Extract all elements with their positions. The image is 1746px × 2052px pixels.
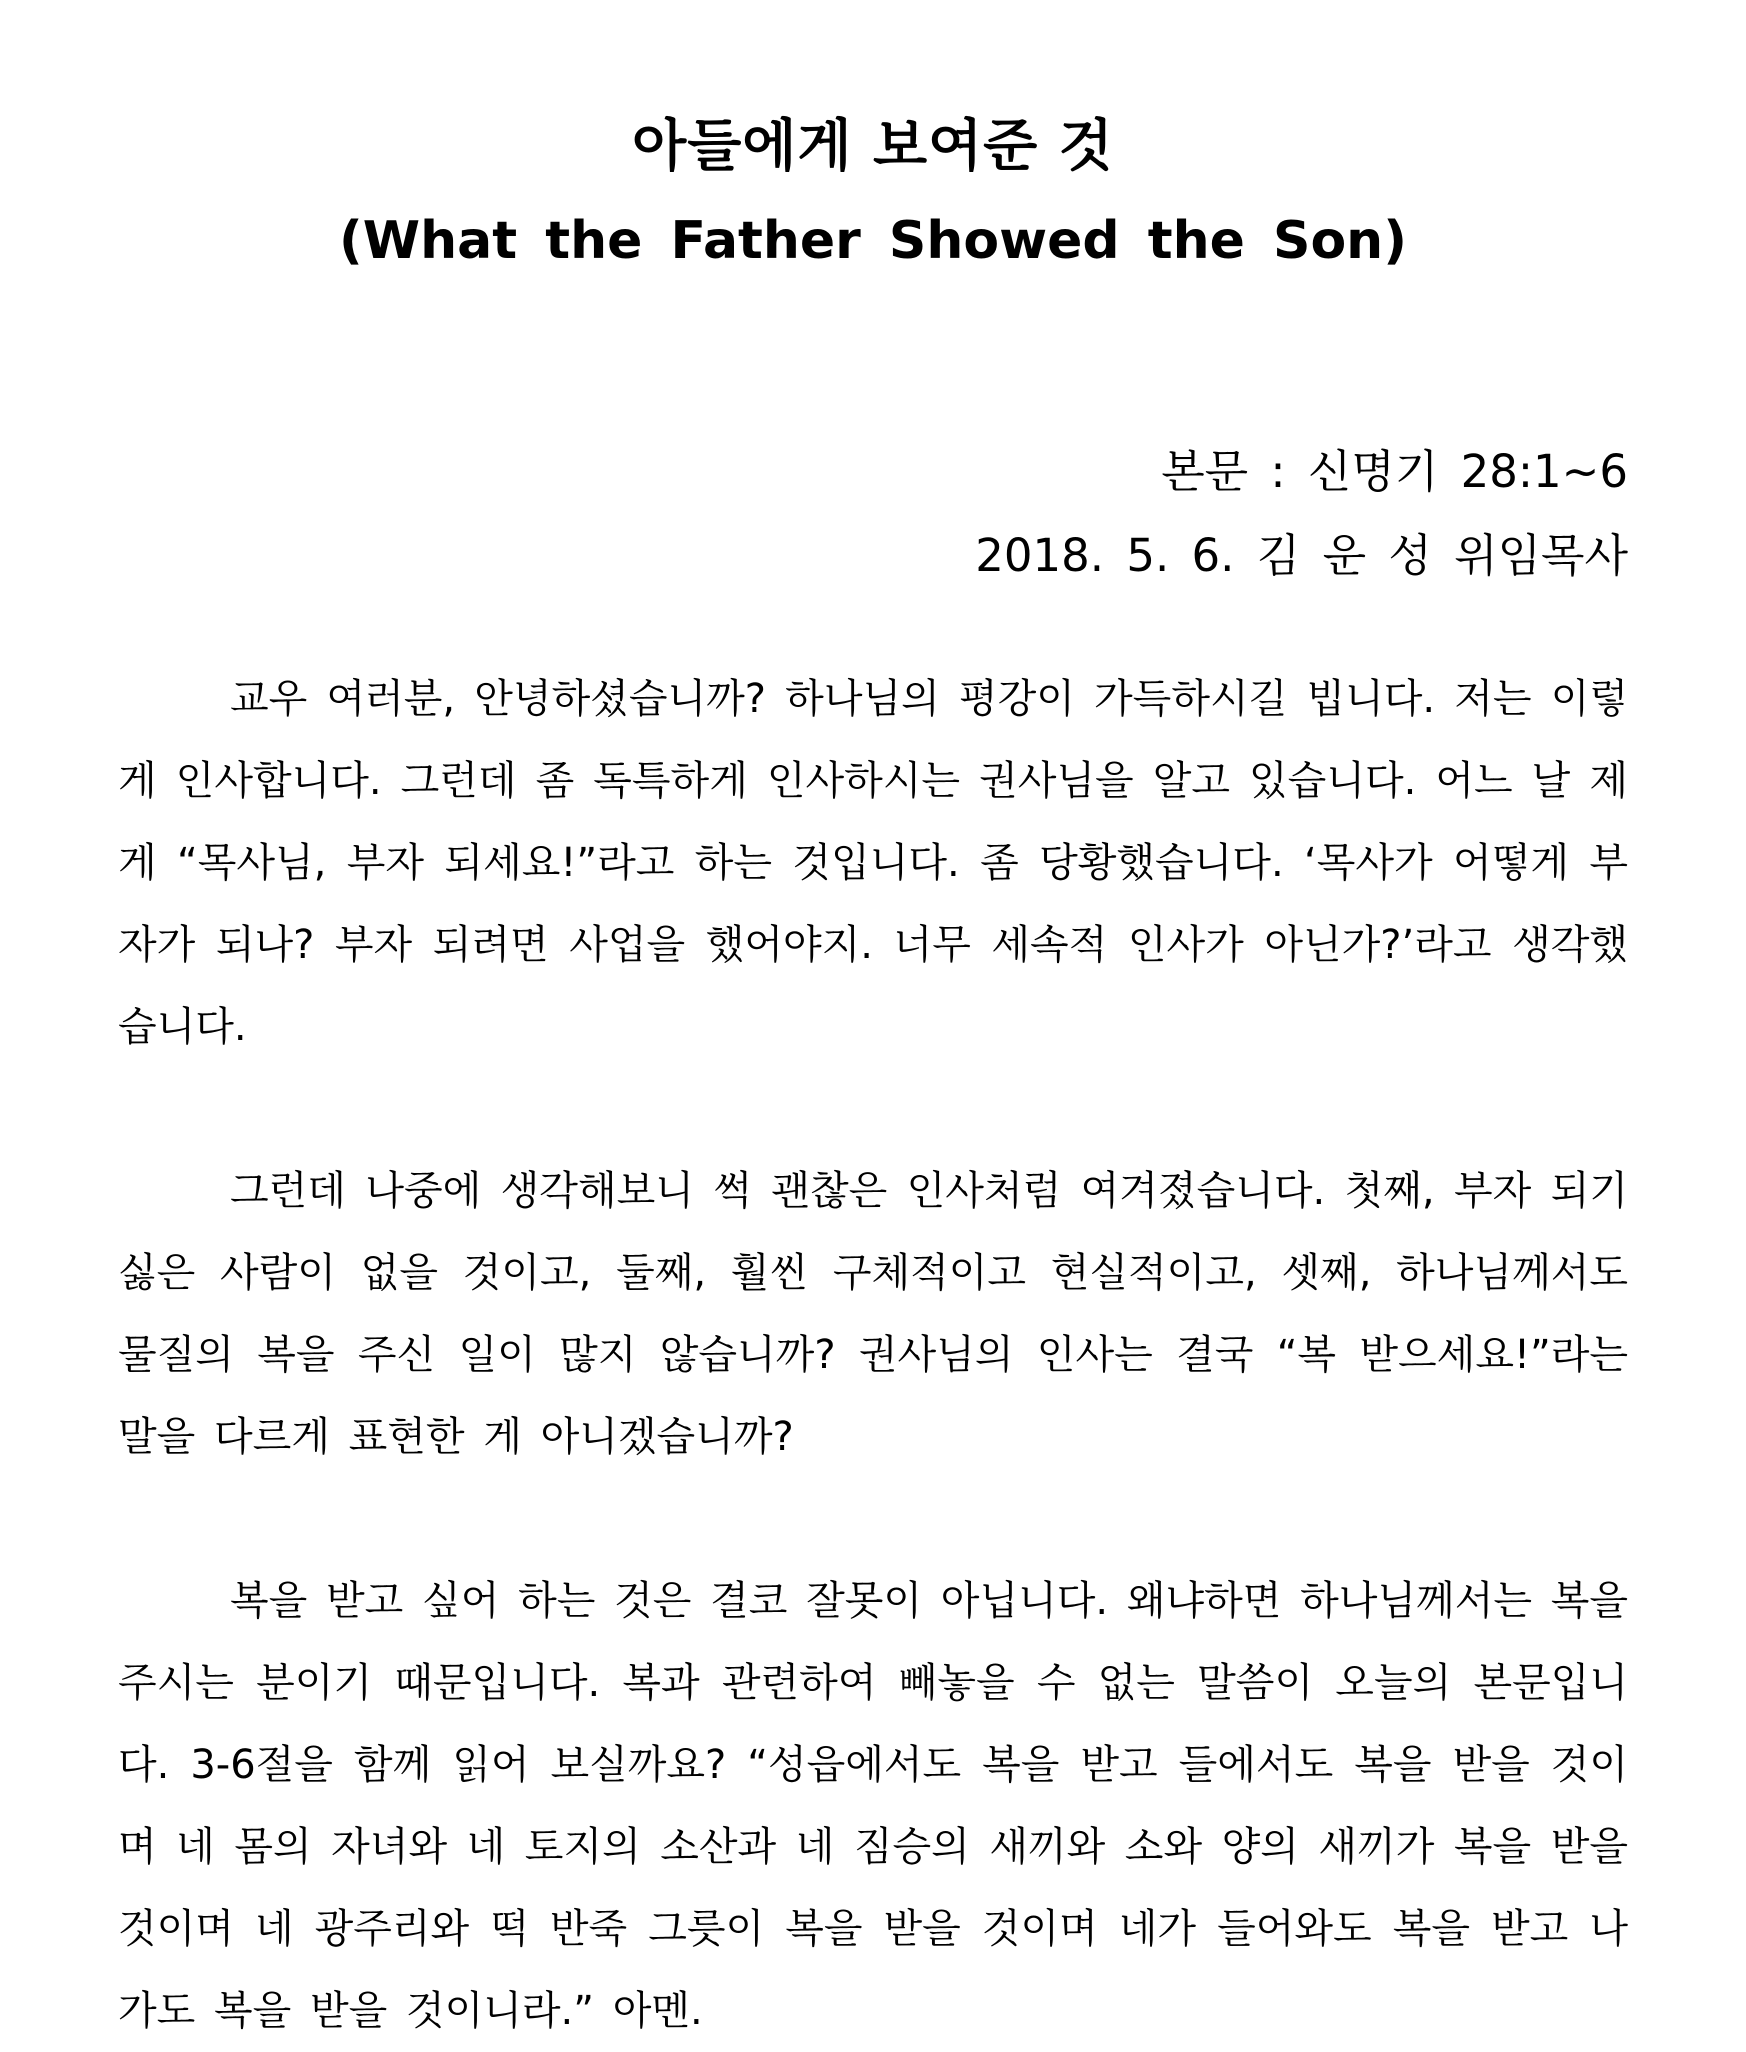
paragraph-1: 교우 여러분, 안녕하셨습니까? 하나님의 평강이 가득하시길 빕니다. 저는 이렇게 인사합니다. 그런데 좀 독특하게 인사하시는 권사님을 알고 있습니다. 어느 날 제게 “목사님, 부자 되세요!”라고 하는 것입니다. 좀 당황했습니다. ‘목사가 어떻게 부자가 되나? 부자 되려면 사업을 했어야지. 너무 세속적 인사가 아닌가?’라고 생각했습니다. xyxy=(118,676,1628,1050)
scripture-reference: 본문 : 신명기 28:1~6 xyxy=(1161,445,1628,498)
date-author: 2018. 5. 6. 김 운 성 위임목사 xyxy=(975,529,1628,582)
paragraph-2: 그런데 나중에 생각해보니 썩 괜찮은 인사처럼 여겨졌습니다. 첫째, 부자 되기 싫은 사람이 없을 것이고, 둘째, 훨씬 구체적이고 현실적이고, 셋째, 하나님께서도 물질의 복을 주신 일이 많지 않습니까? 권사님의 인사는 결국 “복 받으세요!”라는 말을 다르게 표현한 게 아니겠습니까? xyxy=(118,1168,1628,1460)
paragraph-3: 복을 받고 싶어 하는 것은 결코 잘못이 아닙니다. 왜냐하면 하나님께서는 복을 주시는 분이기 때문입니다. 복과 관련하여 빼놓을 수 없는 말씀이 오늘의 본문입니다. 3-6절을 함께 읽어 보실까요? “성읍에서도 복을 받고 들에서도 복을 받을 것이며 네 몸의 자녀와 네 토지의 소산과 네 짐승의 새끼와 소와 양의 새끼가 복을 받을 것이며 네 광주리와 떡 반죽 그릇이 복을 받을 것이며 네가 들어와도 복을 받고 나가도 복을 받을 것이니라.” 아멘. xyxy=(118,1578,1628,2034)
sermon-subtitle: (What the Father Showed the Son) xyxy=(339,211,1407,271)
sermon-body xyxy=(118,658,1628,2052)
sermon-title: 아들에게 보여준 것 xyxy=(632,114,1114,179)
sermon-meta xyxy=(975,430,1628,598)
